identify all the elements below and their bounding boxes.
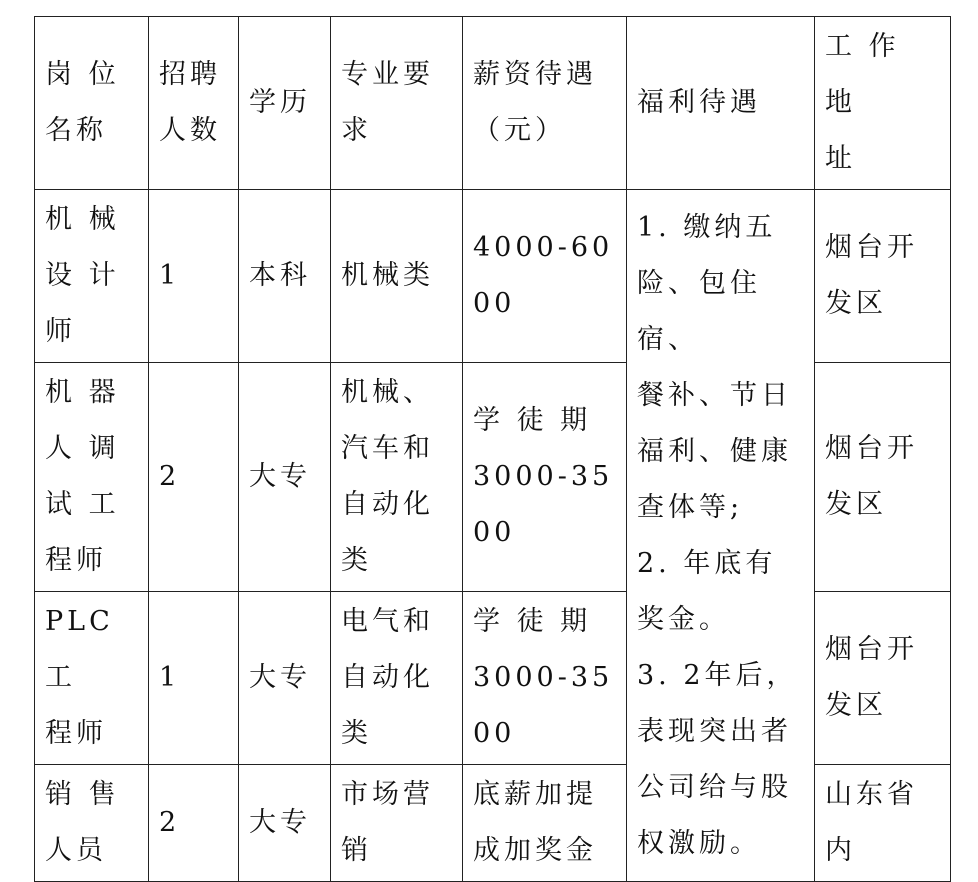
- header-salary: 薪资待遇 （元）: [463, 17, 627, 190]
- cell-major: 市场营 销: [331, 765, 463, 882]
- header-benefits: 福利待遇: [627, 17, 815, 190]
- cell-count: 2: [149, 363, 239, 592]
- cell-location: 山东省 内: [815, 765, 951, 882]
- header-major: 专业要 求: [331, 17, 463, 190]
- cell-count: 1: [149, 190, 239, 363]
- header-education: 学历: [239, 17, 331, 190]
- cell-count: 2: [149, 765, 239, 882]
- cell-education: 大专: [239, 363, 331, 592]
- cell-major: 机械类: [331, 190, 463, 363]
- cell-salary: 学 徒 期 3000-3500: [463, 592, 627, 765]
- cell-education: 本科: [239, 190, 331, 363]
- cell-major: 机械、 汽车和 自动化 类: [331, 363, 463, 592]
- cell-salary: 学 徒 期 3000-3500: [463, 363, 627, 592]
- table-row: [35, 190, 951, 363]
- cell-education: 大专: [239, 592, 331, 765]
- cell-major: 电气和 自动化 类: [331, 592, 463, 765]
- cell-salary: 4000-6000: [463, 190, 627, 363]
- cell-location: 烟台开 发区: [815, 592, 951, 765]
- header-row: [35, 17, 951, 190]
- cell-location: 烟台开 发区: [815, 363, 951, 592]
- cell-count: 1: [149, 592, 239, 765]
- cell-position: 机 械 设 计 师: [35, 190, 149, 363]
- cell-education: 大专: [239, 765, 331, 882]
- cell-benefits: 1. 缴纳五 险、包住宿、 餐补、节日 福利、健康 查体等; 2. 年底有 奖金。 3. 2年后， 表现突出者 公司给与股 权激励。: [627, 190, 815, 882]
- header-position: 岗 位 名称: [35, 17, 149, 190]
- header-location: 工 作 地 址: [815, 17, 951, 190]
- recruitment-table: [34, 16, 951, 882]
- cell-position: 销 售 人员: [35, 765, 149, 882]
- cell-location: 烟台开 发区: [815, 190, 951, 363]
- cell-position: 机 器 人 调 试 工 程师: [35, 363, 149, 592]
- cell-salary: 底薪加提 成加奖金: [463, 765, 627, 882]
- header-count: 招聘 人数: [149, 17, 239, 190]
- cell-position: PLC 工 程师: [35, 592, 149, 765]
